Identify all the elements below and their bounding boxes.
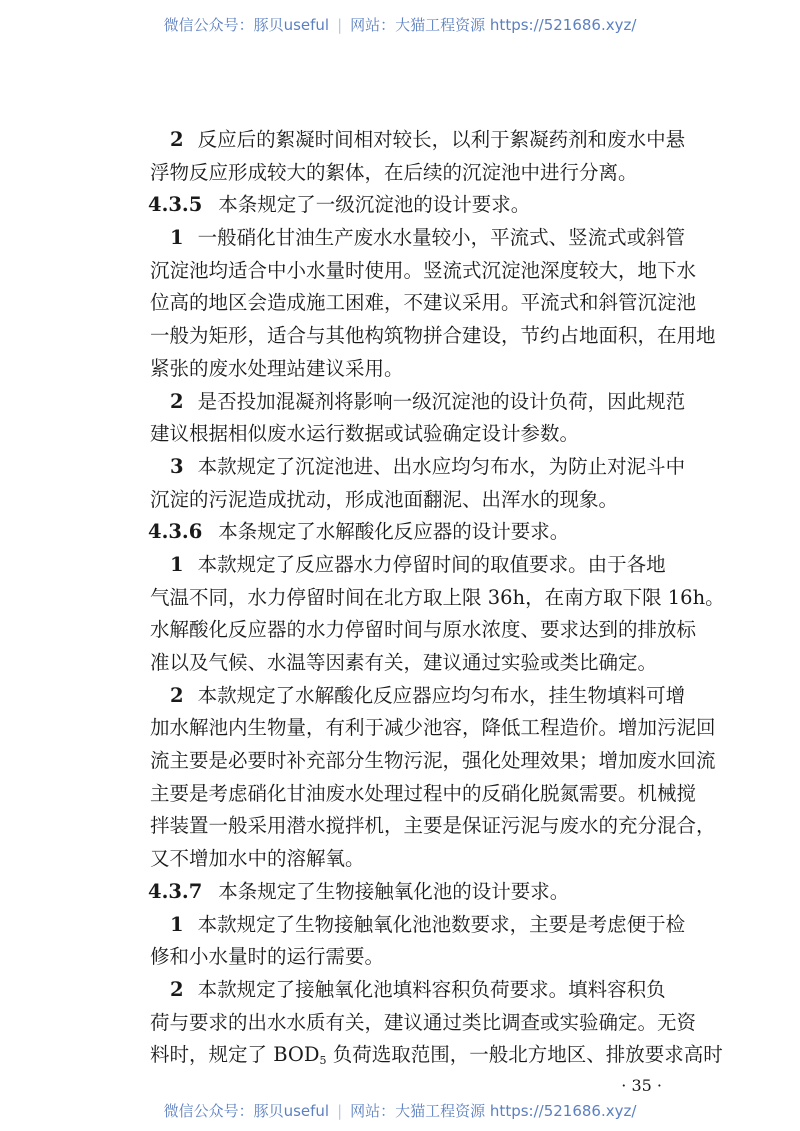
text-line bbox=[150, 353, 662, 386]
text-line bbox=[150, 745, 716, 778]
clause-paragraph bbox=[150, 680, 716, 876]
watermark-wechat: 微信公众号：豚贝useful bbox=[163, 16, 330, 34]
line-text: 本款规定了沉淀池进、出水应均匀布水，为防止对泥斗中 bbox=[197, 454, 686, 478]
line-text: 是否投加混凝剂将影响一级沉淀池的设计负荷，因此规范 bbox=[197, 389, 686, 413]
item-number: 2 bbox=[170, 389, 184, 413]
text-line bbox=[150, 909, 686, 942]
text-line bbox=[150, 287, 697, 320]
clause-paragraph bbox=[150, 974, 723, 1072]
text-line bbox=[150, 320, 716, 353]
watermark-bottom bbox=[0, 1100, 800, 1121]
item-number: 3 bbox=[170, 454, 184, 478]
section-number: 4.3.6 bbox=[148, 520, 203, 544]
line-text: 紧张的废水处理站建议采用。 bbox=[150, 356, 404, 380]
line-text: 本条规定了一级沉淀池的设计要求。 bbox=[218, 193, 531, 217]
text-line bbox=[150, 386, 686, 419]
line-text: 又不增加水中的溶解氧。 bbox=[150, 847, 365, 871]
watermark-separator: | bbox=[337, 1102, 343, 1120]
text-line bbox=[150, 124, 686, 157]
clause-paragraph bbox=[150, 124, 686, 189]
text-line bbox=[150, 222, 686, 255]
item-number: 1 bbox=[170, 912, 184, 936]
item-number: 2 bbox=[170, 977, 184, 1001]
line-text: 修和小水量时的运行需要。 bbox=[150, 945, 385, 969]
text-line bbox=[150, 549, 666, 582]
watermark-website: 网站：大猫工程资源 https://521686.xyz/ bbox=[350, 1102, 637, 1120]
item-number: 2 bbox=[170, 683, 184, 707]
text-line bbox=[150, 843, 662, 876]
text-line bbox=[150, 157, 662, 190]
item-number: 1 bbox=[170, 226, 184, 250]
section-heading bbox=[150, 876, 662, 909]
item-number: 2 bbox=[170, 128, 184, 151]
subscript: 5 bbox=[319, 1054, 327, 1068]
text-line bbox=[150, 941, 662, 974]
clause-paragraph bbox=[150, 451, 686, 516]
clause-paragraph bbox=[150, 909, 686, 974]
line-text: 本款规定了接触氧化池填料容积负荷要求。填料容积负 bbox=[197, 977, 666, 1001]
text-line bbox=[150, 778, 697, 811]
watermark-top bbox=[0, 14, 800, 35]
line-text: 拌装置一般采用潜水搅拌机，主要是保证污泥与废水的充分混合， bbox=[150, 814, 716, 838]
text-line bbox=[150, 647, 662, 680]
text-line bbox=[150, 1007, 697, 1040]
line-text: 水解酸化反应器的水力停留时间与原水浓度、要求达到的排放标 bbox=[150, 618, 697, 642]
line-text: 反应后的絮凝时间相对较长，以利于絮凝药剂和废水中悬 bbox=[197, 128, 686, 151]
text-line bbox=[150, 255, 697, 288]
clause-paragraph bbox=[150, 222, 716, 385]
section-number: 4.3.7 bbox=[148, 879, 203, 903]
page-number: · 35 · bbox=[621, 1076, 662, 1095]
text-line bbox=[150, 712, 716, 745]
watermark-wechat: 微信公众号：豚贝useful bbox=[163, 1102, 330, 1120]
line-text: 准以及气候、水温等因素有关，建议通过实验或类比确定。 bbox=[150, 651, 658, 674]
document-body bbox=[148, 124, 725, 1072]
clause-paragraph bbox=[150, 386, 686, 451]
text-line bbox=[150, 189, 662, 222]
text-line bbox=[150, 680, 686, 713]
line-text: 建议根据相似废水运行数据或试验确定设计参数。 bbox=[150, 422, 580, 446]
line-text: 本款规定了生物接触氧化池池数要求，主要是考虑便于检 bbox=[197, 912, 686, 936]
text-line bbox=[150, 418, 662, 451]
line-text: 位高的地区会造成施工困难，不建议采用。平流式和斜管沉淀池 bbox=[150, 291, 697, 315]
line-text: 浮物反应形成较大的絮体，在后续的沉淀池中进行分离。 bbox=[150, 160, 638, 184]
text-line bbox=[150, 614, 697, 647]
line-text: 气温不同，水力停留时间在北方取上限 36h，在南方取下限 16h。 bbox=[150, 585, 725, 609]
line-text: 本条规定了生物接触氧化池的设计要求。 bbox=[218, 879, 570, 903]
section-heading bbox=[150, 516, 662, 549]
line-text: 一般为矩形，适合与其他构筑物拼合建设，节约占地面积，在用地 bbox=[150, 324, 716, 348]
text-line bbox=[150, 484, 662, 517]
text-line bbox=[150, 810, 716, 843]
line-text: 沉淀的污泥造成扰动，形成池面翻泥、出浑水的现象。 bbox=[150, 487, 619, 511]
item-number: 1 bbox=[170, 552, 184, 576]
section-number: 4.3.5 bbox=[148, 193, 203, 217]
line-text: 主要是考虑硝化甘油废水处理过程中的反硝化脱氮需要。机械搅 bbox=[150, 781, 697, 805]
line-text: 本款规定了反应器水力停留时间的取值要求。由于各地 bbox=[197, 552, 666, 576]
watermark-website: 网站：大猫工程资源 https://521686.xyz/ bbox=[350, 16, 637, 34]
line-text: 本条规定了水解酸化反应器的设计要求。 bbox=[218, 520, 570, 544]
section-heading bbox=[150, 189, 662, 222]
line-text: 荷与要求的出水水质有关，建议通过类比调查或实验确定。无资 bbox=[150, 1010, 697, 1034]
text-line bbox=[150, 451, 686, 484]
line-text: 流主要是必要时补充部分生物污泥，强化处理效果；增加废水回流 bbox=[150, 749, 716, 773]
text-line bbox=[150, 516, 662, 549]
text-line bbox=[150, 876, 662, 909]
line-text: 负荷选取范围，一般北方地区、排放要求高时 bbox=[326, 1043, 723, 1067]
text-line bbox=[150, 974, 666, 1007]
line-text: 沉淀池均适合中小水量时使用。竖流式沉淀池深度较大，地下水 bbox=[150, 258, 697, 282]
text-line bbox=[150, 1039, 723, 1072]
line-text: 料时，规定了 BOD bbox=[150, 1043, 320, 1067]
clause-paragraph bbox=[150, 549, 725, 680]
watermark-separator: | bbox=[337, 16, 343, 34]
line-text: 本款规定了水解酸化反应器应均匀布水，挂生物填料可增 bbox=[197, 683, 686, 707]
line-text: 加水解池内生物量，有利于减少池容，降低工程造价。增加污泥回 bbox=[150, 716, 716, 740]
text-line bbox=[150, 582, 725, 615]
line-text: 一般硝化甘油生产废水水量较小，平流式、竖流式或斜管 bbox=[197, 226, 686, 250]
